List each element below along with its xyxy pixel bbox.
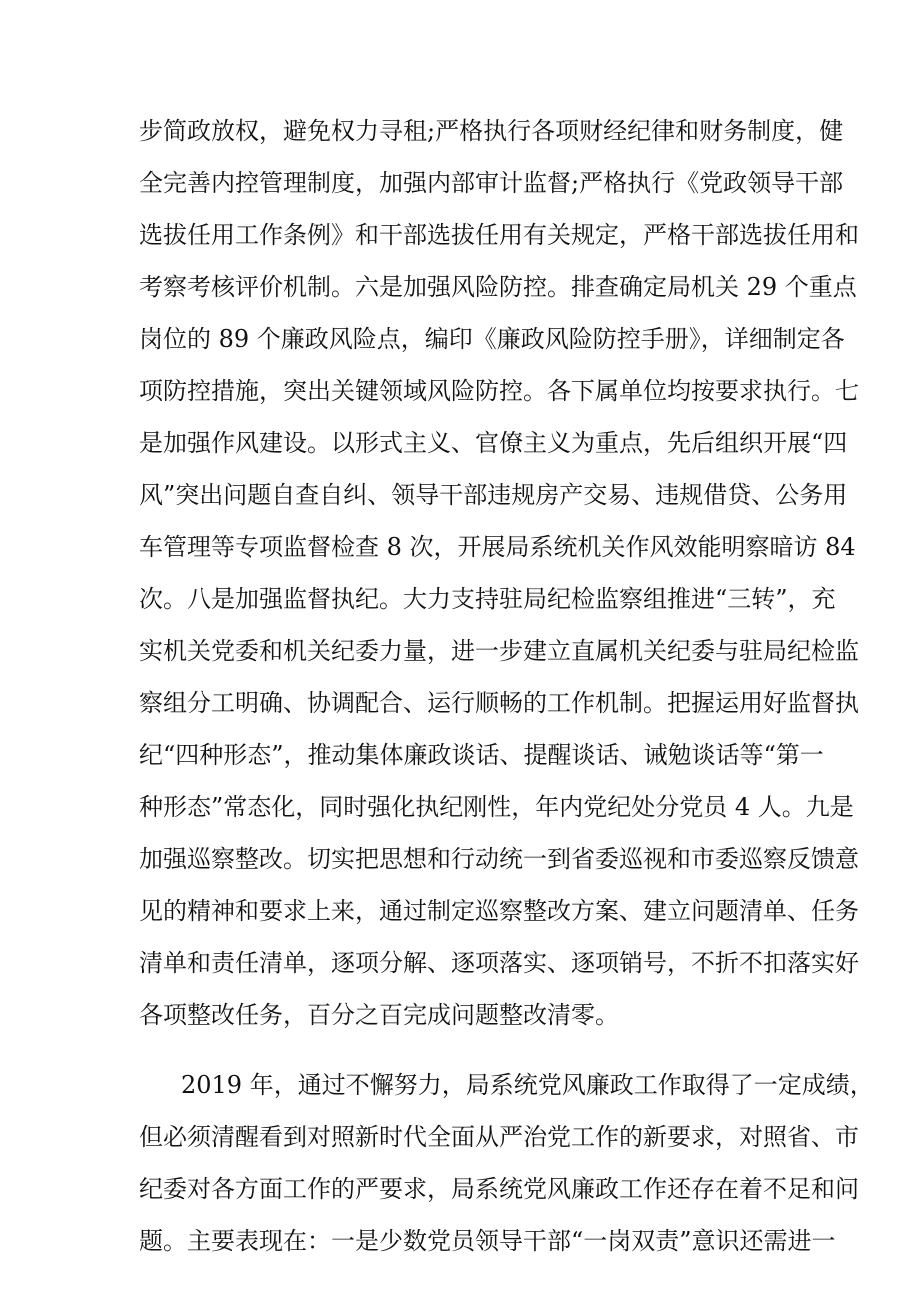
paragraph-line: 纪委对各方面工作的严要求，局系统党风廉政工作还存在着不足和问 (139, 1175, 859, 1203)
paragraph-line: 次。八是加强监督执纪。大力支持驻局纪检监察组推进“三转”，充 (139, 585, 836, 613)
paragraph-line: 选拔任用工作条例》和干部选拔任用有关规定，严格干部选拔任用和 (139, 221, 859, 249)
paragraph-line: 岗位的 89 个廉政风险点，编印《廉政风险防控手册》，详细制定各 (139, 325, 845, 353)
paragraph-line: 是加强作风建设。以形式主义、官僚主义为重点，先后组织开展“四 (139, 429, 848, 457)
paragraph-line: 种形态”常态化，同时强化执纪刚性，年内党纪处分党员 4 人。九是 (139, 793, 854, 821)
paragraph-line: 车管理等专项监督检查 8 次，开展局系统机关作风效能明察暗访 84 (139, 533, 856, 561)
paragraph-line: 清单和责任清单，逐项分解、逐项落实、逐项销号，不折不扣落实好 (139, 949, 859, 977)
paragraph-line: 风”突出问题自查自纠、领导干部违规房产交易、违规借贷、公务用 (139, 481, 848, 509)
paragraph-line: 加强巡察整改。切实把思想和行动统一到省委巡视和市委巡察反馈意 (139, 845, 859, 873)
paragraph-line: 步简政放权，避免权力寻租;严格执行各项财经纪律和财务制度，健 (139, 117, 844, 145)
paragraph-line: 实机关党委和机关纪委力量，进一步建立直属机关纪委与驻局纪检监 (139, 637, 859, 665)
paragraph-line: 见的精神和要求上来，通过制定巡察整改方案、建立问题清单、任务 (139, 897, 859, 925)
paragraph-line: 项防控措施，突出关键领域风险防控。各下属单位均按要求执行。七 (139, 377, 859, 405)
paragraph-line: 全完善内控管理制度，加强内部审计监督;严格执行《党政领导干部 (139, 169, 844, 197)
paragraph-line: 各项整改任务，百分之百完成问题整改清零。 (139, 1001, 619, 1029)
paragraph-line: 但必须清醒看到对照新时代全面从严治党工作的新要求，对照省、市 (139, 1123, 859, 1151)
paragraph-line: 考察考核评价机制。六是加强风险防控。排查确定局机关 29 个重点 (139, 273, 857, 301)
paragraph-line: 题。主要表现在：一是少数党员领导干部“一岗双责”意识还需进一 (139, 1227, 836, 1255)
paragraph-line: 2019 年，通过不懈努力，局系统党风廉政工作取得了一定成绩， (181, 1071, 874, 1099)
paragraph-line: 纪“四种形态”，推动集体廉政谈话、提醒谈话、诫勉谈话等“第一 (139, 741, 824, 769)
paragraph-line: 察组分工明确、协调配合、运行顺畅的工作机制。把握运用好监督执 (139, 689, 859, 717)
